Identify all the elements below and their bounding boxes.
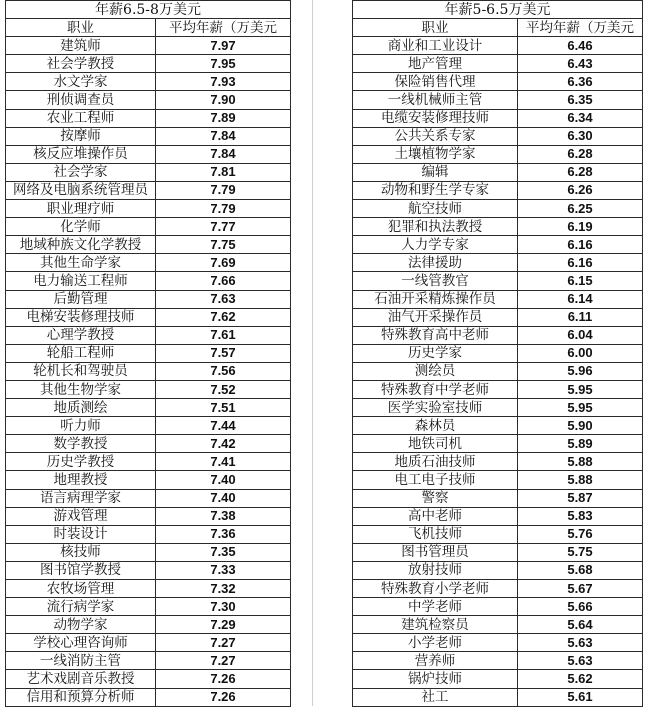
salary-cell: 6.36 [518, 73, 643, 91]
table-row [6, 670, 291, 688]
salary-cell: 7.84 [156, 145, 291, 163]
salary-cell: 7.29 [156, 616, 291, 634]
salary-cell: 6.30 [518, 127, 643, 145]
occupation-cell: 刑侦调查员 [6, 91, 156, 109]
salary-cell: 6.34 [518, 109, 643, 127]
table-row [353, 109, 643, 127]
occupation-cell: 轮机长和驾驶员 [6, 362, 156, 380]
salary-cell: 7.40 [156, 489, 291, 507]
table-row [6, 109, 291, 127]
table-row [353, 688, 643, 706]
occupation-cell: 社会学教授 [6, 55, 156, 73]
table-row [353, 326, 643, 344]
table-row [6, 634, 291, 652]
occupation-cell: 一线管教官 [353, 272, 518, 290]
salary-cell: 5.67 [518, 580, 643, 598]
occupation-cell: 放射技师 [353, 561, 518, 579]
salary-cell: 6.00 [518, 344, 643, 362]
salary-cell: 7.63 [156, 290, 291, 308]
table-row [6, 181, 291, 199]
occupation-cell: 农业工程师 [6, 109, 156, 127]
salary-cell: 7.26 [156, 688, 291, 706]
occupation-cell: 化学师 [6, 218, 156, 236]
salary-cell: 7.75 [156, 236, 291, 254]
occupation-cell: 心理学教授 [6, 326, 156, 344]
salary-cell: 5.68 [518, 561, 643, 579]
salary-cell: 6.46 [518, 37, 643, 55]
occupation-cell: 土壤植物学家 [353, 145, 518, 163]
occupation-cell: 数学教授 [6, 435, 156, 453]
salary-cell: 5.83 [518, 507, 643, 525]
table-row [6, 37, 291, 55]
occupation-cell: 动物和野生学专家 [353, 181, 518, 199]
salary-cell: 5.62 [518, 670, 643, 688]
occupation-cell: 电工电子技师 [353, 471, 518, 489]
salary-cell: 5.88 [518, 471, 643, 489]
occupation-cell: 商业和工业设计 [353, 37, 518, 55]
table-row [353, 236, 643, 254]
occupation-cell: 学校心理咨询师 [6, 634, 156, 652]
salary-cell: 7.79 [156, 200, 291, 218]
salary-cell: 7.62 [156, 308, 291, 326]
table-row [353, 652, 643, 670]
salary-cell: 7.44 [156, 417, 291, 435]
salary-cell: 6.43 [518, 55, 643, 73]
salary-cell: 7.51 [156, 399, 291, 417]
salary-cell: 7.84 [156, 127, 291, 145]
table-title: 年薪6.5-8万美元 [6, 1, 291, 19]
occupation-cell: 流行病学家 [6, 598, 156, 616]
occupation-cell: 游戏管理 [6, 507, 156, 525]
table-row [353, 254, 643, 272]
occupation-cell: 警察 [353, 489, 518, 507]
salary-cell: 7.61 [156, 326, 291, 344]
table-row [6, 200, 291, 218]
table-row [6, 344, 291, 362]
occupation-cell: 时装设计 [6, 525, 156, 543]
table-row [353, 471, 643, 489]
occupation-cell: 锅炉技师 [353, 670, 518, 688]
salary-cell: 5.96 [518, 362, 643, 380]
table-title: 年薪5-6.5万美元 [353, 1, 643, 19]
salary-cell: 7.33 [156, 561, 291, 579]
occupation-cell: 社工 [353, 688, 518, 706]
occupation-cell: 地质测绘 [6, 399, 156, 417]
occupation-cell: 图书管理员 [353, 543, 518, 561]
occupation-cell: 信用和预算分析师 [6, 688, 156, 706]
table-row [6, 399, 291, 417]
salary-cell: 7.32 [156, 580, 291, 598]
table-row [6, 218, 291, 236]
table-row [6, 55, 291, 73]
table-row [6, 73, 291, 91]
salary-table-right [352, 0, 643, 707]
table-row [353, 489, 643, 507]
occupation-cell: 语言病理学家 [6, 489, 156, 507]
occupation-cell: 公共关系专家 [353, 127, 518, 145]
table-row [6, 145, 291, 163]
table-row [353, 417, 643, 435]
salary-cell: 7.77 [156, 218, 291, 236]
salary-cell: 7.69 [156, 254, 291, 272]
occupation-cell: 航空技师 [353, 200, 518, 218]
occupation-cell: 历史学教授 [6, 453, 156, 471]
table-row [353, 290, 643, 308]
table-row [6, 254, 291, 272]
salary-cell: 6.16 [518, 254, 643, 272]
column-divider [312, 0, 313, 706]
occupation-cell: 营养师 [353, 652, 518, 670]
occupation-cell: 电缆安装修理技师 [353, 109, 518, 127]
salary-cell: 6.25 [518, 200, 643, 218]
occupation-cell: 历史学家 [353, 344, 518, 362]
table-body [6, 37, 291, 706]
table-row [6, 362, 291, 380]
occupation-cell: 核反应堆操作员 [6, 145, 156, 163]
occupation-cell: 其他生命学家 [6, 254, 156, 272]
table-row [6, 417, 291, 435]
occupation-cell: 石油开采精炼操作员 [353, 290, 518, 308]
occupation-cell: 地质石油技师 [353, 453, 518, 471]
table-row [6, 453, 291, 471]
occupation-cell: 社会学家 [6, 163, 156, 181]
salary-cell: 7.36 [156, 525, 291, 543]
occupation-cell: 后勤管理 [6, 290, 156, 308]
occupation-cell: 其他生物学家 [6, 380, 156, 398]
occupation-cell: 核技师 [6, 543, 156, 561]
occupation-cell: 图书馆学教授 [6, 561, 156, 579]
table-row [353, 344, 643, 362]
table-row [353, 37, 643, 55]
table-row [353, 272, 643, 290]
salary-cell: 7.52 [156, 380, 291, 398]
salary-table-left [5, 0, 291, 707]
salary-cell: 5.75 [518, 543, 643, 561]
table-row [6, 435, 291, 453]
salary-cell: 7.38 [156, 507, 291, 525]
table-row [353, 163, 643, 181]
table-row [6, 380, 291, 398]
salary-cell: 5.89 [518, 435, 643, 453]
occupation-cell: 油气开采操作员 [353, 308, 518, 326]
table-row [6, 127, 291, 145]
occupation-cell: 水文学家 [6, 73, 156, 91]
occupation-cell: 飞机技师 [353, 525, 518, 543]
occupation-cell: 医学实验室技师 [353, 399, 518, 417]
table-row [6, 525, 291, 543]
table-row [353, 200, 643, 218]
table-row [353, 435, 643, 453]
occupation-cell: 人力学专家 [353, 236, 518, 254]
salary-cell: 6.14 [518, 290, 643, 308]
table-body [353, 37, 643, 706]
table-row [6, 598, 291, 616]
salary-cell: 7.79 [156, 181, 291, 199]
salary-cell: 7.93 [156, 73, 291, 91]
table-row [353, 380, 643, 398]
salary-cell: 5.64 [518, 616, 643, 634]
salary-cell: 7.42 [156, 435, 291, 453]
table-row [353, 561, 643, 579]
occupation-cell: 地铁司机 [353, 435, 518, 453]
salary-cell: 5.87 [518, 489, 643, 507]
occupation-cell: 一线机械师主管 [353, 91, 518, 109]
table-row [353, 598, 643, 616]
column-header-salary: 平均年薪（万美元 [518, 19, 643, 37]
salary-cell: 5.95 [518, 380, 643, 398]
occupation-cell: 网络及电脑系统管理员 [6, 181, 156, 199]
salary-cell: 7.27 [156, 652, 291, 670]
salary-cell: 7.97 [156, 37, 291, 55]
salary-cell: 6.26 [518, 181, 643, 199]
occupation-cell: 小学老师 [353, 634, 518, 652]
salary-cell: 5.95 [518, 399, 643, 417]
salary-cell: 6.28 [518, 145, 643, 163]
occupation-cell: 建筑师 [6, 37, 156, 55]
table-row [6, 471, 291, 489]
salary-cell: 7.35 [156, 543, 291, 561]
occupation-cell: 中学老师 [353, 598, 518, 616]
table-row [6, 272, 291, 290]
table-row [353, 127, 643, 145]
occupation-cell: 犯罪和执法教授 [353, 218, 518, 236]
occupation-cell: 高中老师 [353, 507, 518, 525]
table-row [6, 308, 291, 326]
table-row [6, 616, 291, 634]
occupation-cell: 特殊教育小学老师 [353, 580, 518, 598]
occupation-cell: 地域种族文化学教授 [6, 236, 156, 254]
occupation-cell: 建筑检察员 [353, 616, 518, 634]
salary-cell: 7.27 [156, 634, 291, 652]
table-row [6, 489, 291, 507]
table-row [6, 236, 291, 254]
salary-cell: 7.81 [156, 163, 291, 181]
occupation-cell: 动物学家 [6, 616, 156, 634]
salary-cell: 6.15 [518, 272, 643, 290]
salary-cell: 7.40 [156, 471, 291, 489]
occupation-cell: 保险销售代理 [353, 73, 518, 91]
table-row [353, 73, 643, 91]
table-row [353, 55, 643, 73]
occupation-cell: 按摩师 [6, 127, 156, 145]
table-row [6, 543, 291, 561]
occupation-cell: 地理教授 [6, 471, 156, 489]
salary-cell: 5.90 [518, 417, 643, 435]
occupation-cell: 艺术戏剧音乐教授 [6, 670, 156, 688]
salary-cell: 7.56 [156, 362, 291, 380]
salary-cell: 7.66 [156, 272, 291, 290]
table-row [353, 670, 643, 688]
salary-cell: 6.16 [518, 236, 643, 254]
table-row [353, 616, 643, 634]
salary-cell: 6.11 [518, 308, 643, 326]
occupation-cell: 听力师 [6, 417, 156, 435]
salary-cell: 6.19 [518, 218, 643, 236]
salary-cell: 5.76 [518, 525, 643, 543]
salary-cell: 6.04 [518, 326, 643, 344]
occupation-cell: 法律援助 [353, 254, 518, 272]
table-row [6, 652, 291, 670]
salary-cell: 5.63 [518, 634, 643, 652]
table-row [353, 399, 643, 417]
table-row [353, 218, 643, 236]
table-title-row [6, 1, 291, 19]
table-row [6, 290, 291, 308]
table-row [353, 507, 643, 525]
table-row [6, 507, 291, 525]
table-header-row [6, 19, 291, 37]
salary-cell: 7.95 [156, 55, 291, 73]
table-row [353, 308, 643, 326]
table-title-row [353, 1, 643, 19]
table-row [353, 362, 643, 380]
salary-cell: 6.28 [518, 163, 643, 181]
salary-cell: 5.88 [518, 453, 643, 471]
salary-cell: 7.90 [156, 91, 291, 109]
salary-cell: 5.66 [518, 598, 643, 616]
occupation-cell: 电力输送工程师 [6, 272, 156, 290]
column-header-salary: 平均年薪（万美元 [156, 19, 291, 37]
occupation-cell: 电梯安装修理技师 [6, 308, 156, 326]
salary-cell: 7.89 [156, 109, 291, 127]
table-row [353, 580, 643, 598]
table-row [353, 91, 643, 109]
table-row [353, 543, 643, 561]
table-row [353, 145, 643, 163]
salary-cell: 6.35 [518, 91, 643, 109]
table-row [6, 326, 291, 344]
column-header-occupation: 职业 [353, 19, 518, 37]
salary-cell: 7.26 [156, 670, 291, 688]
table-row [6, 561, 291, 579]
table-row [6, 91, 291, 109]
occupation-cell: 特殊教育中学老师 [353, 380, 518, 398]
table-row [353, 181, 643, 199]
table-row [6, 580, 291, 598]
occupation-cell: 测绘员 [353, 362, 518, 380]
occupation-cell: 特殊教育高中老师 [353, 326, 518, 344]
occupation-cell: 编辑 [353, 163, 518, 181]
salary-cell: 7.41 [156, 453, 291, 471]
occupation-cell: 地产管理 [353, 55, 518, 73]
salary-cell: 7.57 [156, 344, 291, 362]
salary-cell: 5.61 [518, 688, 643, 706]
occupation-cell: 职业理疗师 [6, 200, 156, 218]
table-header-row [353, 19, 643, 37]
occupation-cell: 农牧场管理 [6, 580, 156, 598]
column-header-occupation: 职业 [6, 19, 156, 37]
table-row [353, 525, 643, 543]
table-row [353, 634, 643, 652]
occupation-cell: 森林员 [353, 417, 518, 435]
table-row [353, 453, 643, 471]
table-row [6, 163, 291, 181]
salary-cell: 7.30 [156, 598, 291, 616]
salary-cell: 5.63 [518, 652, 643, 670]
occupation-cell: 轮船工程师 [6, 344, 156, 362]
occupation-cell: 一线消防主管 [6, 652, 156, 670]
table-row [6, 688, 291, 706]
